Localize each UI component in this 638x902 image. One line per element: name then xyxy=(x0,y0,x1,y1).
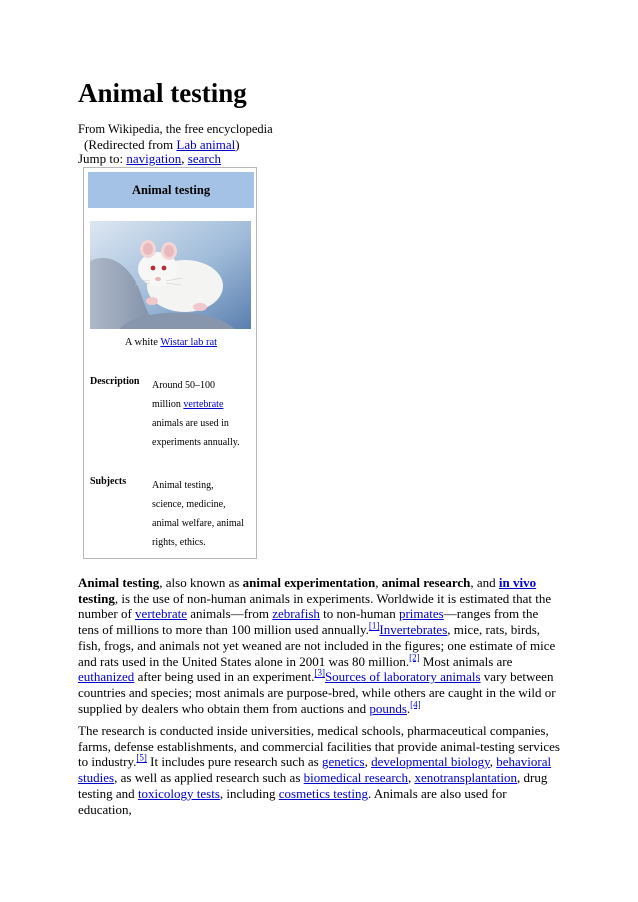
text: The research is conducted inside universities, medical schools, pharmaceutical companies, farms, defense establishments, and commercial facilities that provide animal-testing services to industry. xyxy=(78,723,560,770)
redirect-prefix: (Redirected from xyxy=(84,137,177,152)
text: animals—from xyxy=(187,606,273,622)
value-line: experiments annually. xyxy=(152,437,240,448)
biomedical-research-link[interactable]: biomedical research xyxy=(303,770,408,786)
row-label: Description xyxy=(90,376,140,387)
jump-search-link[interactable]: search xyxy=(187,151,221,166)
primates-link[interactable]: primates xyxy=(398,606,444,622)
vertebrate-link[interactable]: vertebrate xyxy=(183,399,224,410)
bold-term: Animal testing xyxy=(78,575,160,590)
behavioral-studies-link[interactable]: behavioral studies xyxy=(78,754,552,786)
jump-navigation-link[interactable]: navigation xyxy=(126,151,182,166)
value-line: science, medicine, xyxy=(152,499,226,510)
row-value xyxy=(152,476,258,552)
text: , is the use of non-human animals in experiments. Worldwide it is estimated that the number of xyxy=(78,590,552,622)
xenotransplantation-link[interactable]: xenotransplantation xyxy=(414,770,517,786)
text: Most animals are xyxy=(419,653,513,669)
bold-term: testing xyxy=(78,590,115,606)
jump-separator: , xyxy=(181,151,188,166)
caption-wistar-link[interactable]: Wistar lab rat xyxy=(160,337,218,348)
redirect-link[interactable]: Lab animal xyxy=(176,137,236,152)
reference-3-link[interactable]: [3] xyxy=(314,667,325,678)
infobox-title: Animal testing xyxy=(88,172,254,208)
toxicology-tests-link[interactable]: toxicology tests xyxy=(137,785,220,801)
bold-term: animal experimentation xyxy=(242,575,376,590)
text: after being used in an experiment. xyxy=(134,669,315,685)
cosmetics-testing-link[interactable]: cosmetics testing xyxy=(278,785,368,801)
invertebrates-link[interactable]: Invertebrates xyxy=(379,622,448,638)
value-line: animal welfare, animal xyxy=(152,518,244,529)
value-line: rights, ethics. xyxy=(152,537,206,548)
text: , as well as applied research such as xyxy=(114,770,304,786)
text: , xyxy=(375,575,382,590)
white-rat-photo-icon xyxy=(90,221,251,329)
text: , including xyxy=(219,785,279,801)
developmental-biology-link[interactable]: developmental biology xyxy=(371,754,490,770)
row-label: Subjects xyxy=(90,476,127,487)
text: —ranges from the tens of millions to more than 100 million used annually. xyxy=(78,606,539,638)
value-line: animals are used in xyxy=(152,418,229,429)
text: vary between countries and species; most animals are purpose-bred, while others are caught in the wild or supplied by dealers who obtain them from auctions and xyxy=(78,669,556,716)
text: , mice, rats, birds, fish, frogs, and animals not yet weaned are not included in the figures; one estimate of mice and rats used in the United States alone in 2001 was 80 million. xyxy=(78,622,556,669)
genetics-link[interactable]: genetics xyxy=(321,754,365,770)
infobox-caption xyxy=(84,336,258,350)
text: , xyxy=(489,754,497,770)
page-title: Animal testing xyxy=(78,78,247,108)
redirect-suffix: ) xyxy=(235,137,240,152)
value-text: million xyxy=(152,399,184,410)
reference-5-link[interactable]: [5] xyxy=(136,753,147,764)
infobox xyxy=(83,167,257,559)
in-vivo-link[interactable]: in vivo xyxy=(498,575,537,590)
text: . Animals are also used for education, xyxy=(78,785,507,817)
bold-term: animal research xyxy=(381,575,471,590)
value-line: Around 50–100 xyxy=(152,380,216,391)
value-line xyxy=(152,395,258,414)
reference-2-link[interactable]: [2] xyxy=(409,652,420,663)
value-line: Animal testing, xyxy=(152,480,214,491)
text: to non-human xyxy=(319,606,399,622)
jump-prefix: Jump to: xyxy=(78,151,127,166)
zebrafish-link[interactable]: zebrafish xyxy=(272,606,320,622)
euthanized-link[interactable]: euthanized xyxy=(78,669,135,685)
text: , and xyxy=(470,575,499,590)
vertebrate-link[interactable]: vertebrate xyxy=(135,606,188,622)
reference-1-link[interactable]: [1] xyxy=(368,620,380,631)
reference-4-link[interactable]: [4] xyxy=(410,699,421,710)
text: , xyxy=(364,754,372,770)
text: , also known as xyxy=(159,575,243,590)
text: It includes pure research such as xyxy=(146,754,322,770)
caption-prefix: A white xyxy=(124,337,161,348)
row-value xyxy=(152,376,258,452)
pounds-link[interactable]: pounds xyxy=(369,700,407,716)
infobox-image xyxy=(90,221,251,329)
jump-to-links xyxy=(78,151,221,167)
text: , drug testing and xyxy=(78,770,548,801)
text: , xyxy=(407,770,415,786)
sources-of-laboratory-animals-link[interactable]: Sources of laboratory animals xyxy=(324,669,481,685)
paragraph-research xyxy=(78,723,562,817)
site-tagline: From Wikipedia, the free encyclopedia xyxy=(78,122,273,136)
paragraph-intro xyxy=(78,575,562,716)
text: . xyxy=(406,700,411,716)
